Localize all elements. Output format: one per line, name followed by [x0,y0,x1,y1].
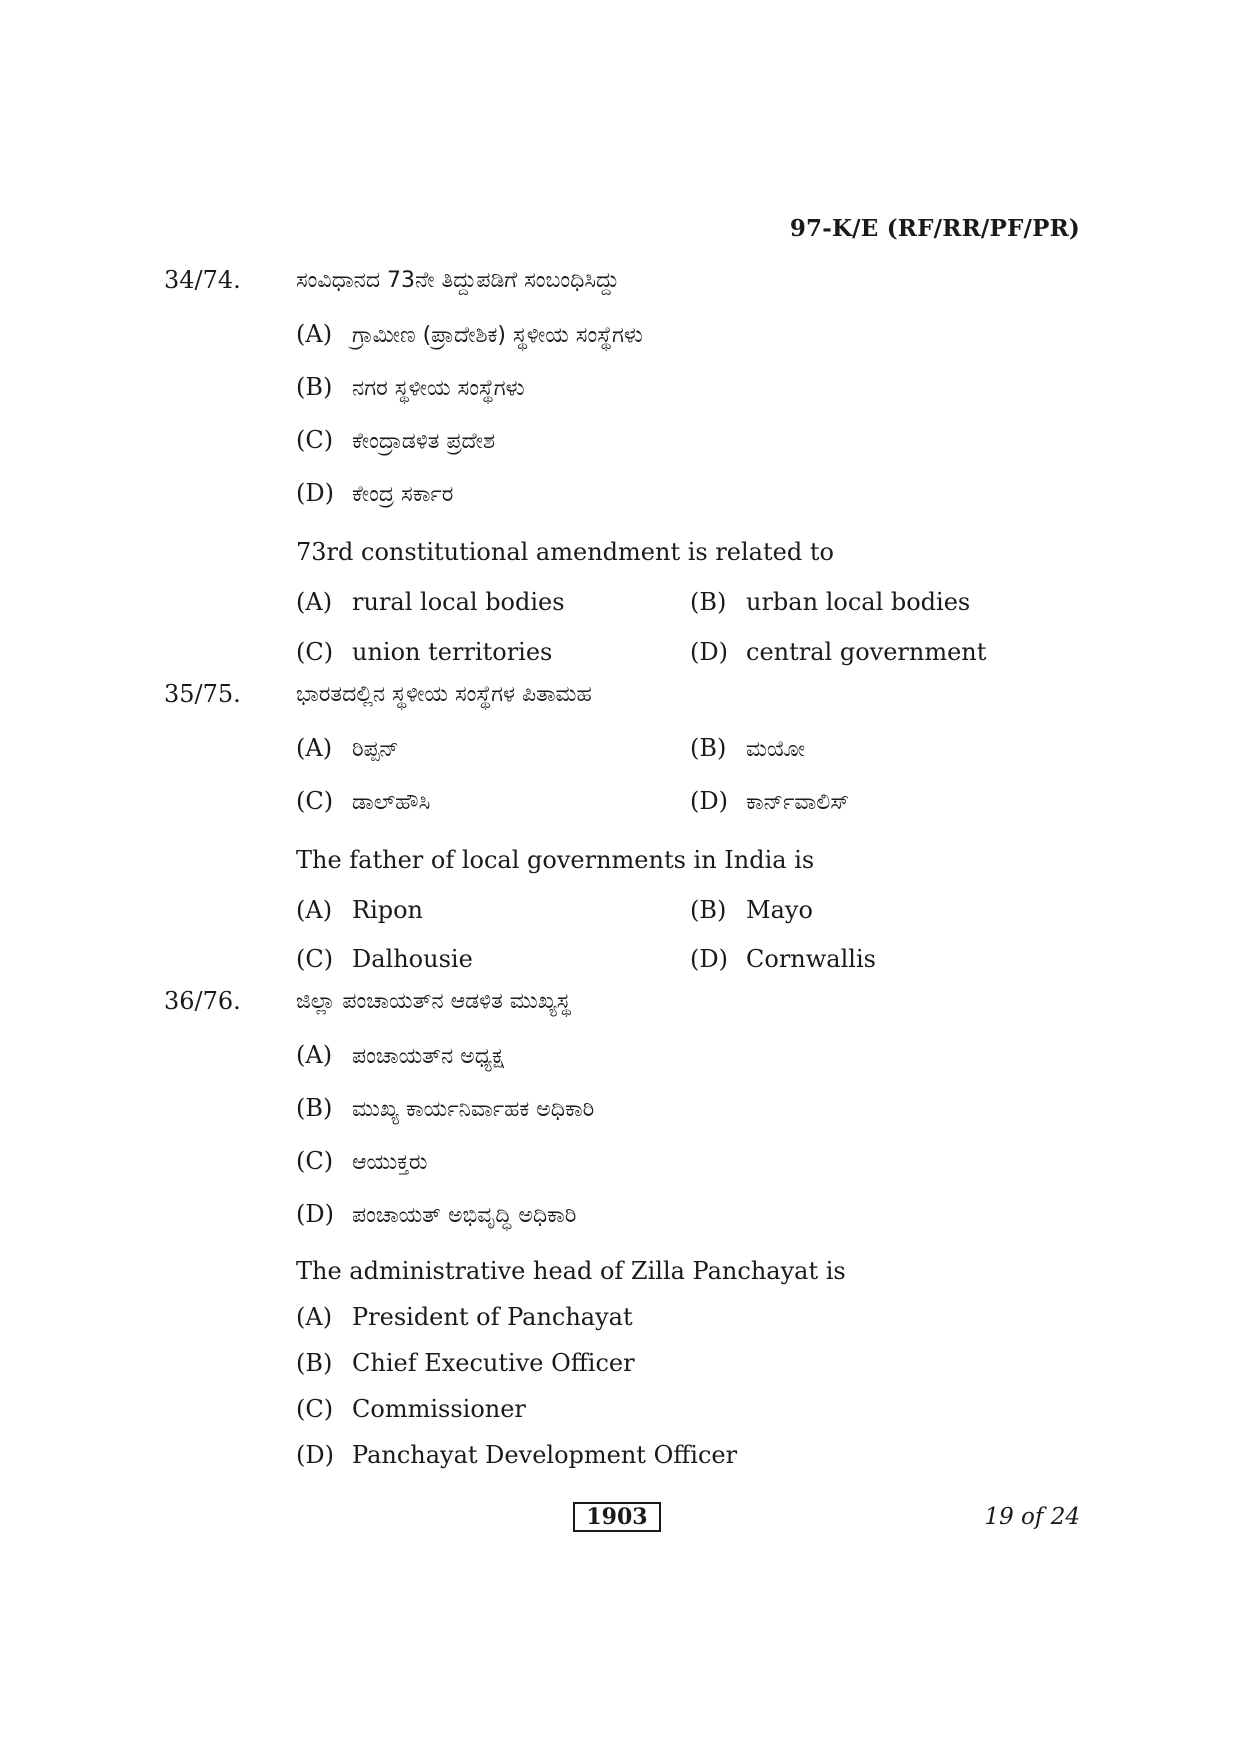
option-text: ಗ್ರಾಮೀಣ (ಪ್ರಾದೇಶಿಕ) ಸ್ಥಳೀಯ ಸಂಸ್ಥೆಗಳು [352,323,643,348]
option-label: (A) [296,588,333,616]
option-text: ಕೇಂದ್ರಾಡಳಿತ ಪ್ರದೇಶ [352,429,496,454]
question-number: 36/76. [164,987,241,1015]
option-kannada [296,1200,576,1228]
option-label: (D) [690,945,728,973]
option-text: President of Panchayat [352,1303,633,1331]
option-text: union territories [352,638,553,666]
option-label: (C) [296,1395,334,1423]
question-text-english: 73rd constitutional amendment is related to [296,538,834,566]
question-number: 35/75. [164,680,241,708]
option-label: (C) [296,945,334,973]
option-text: ಆಯುಕ್ತರು [352,1150,428,1175]
option-label: (B) [690,588,727,616]
option-label: (A) [296,734,333,762]
option-label: (B) [690,896,727,924]
option-text: Commissioner [352,1395,526,1423]
option-english [296,945,473,973]
option-text: Cornwallis [746,945,876,973]
option-text: Dalhousie [352,945,473,973]
option-kannada [296,320,643,348]
booklet-code: 1903 [573,1502,661,1532]
option-text: ಮುಖ್ಯ ಕಾರ್ಯನಿರ್ವಾಹಕ ಅಧಿಕಾರಿ [352,1097,595,1122]
question-number: 34/74. [164,266,241,294]
option-text: ಪಂಚಾಯತ್ ಅಭಿವೃದ್ಧಿ ಅಧಿಕಾರಿ [352,1203,577,1228]
option-label: (B) [296,373,333,401]
option-english [690,638,986,666]
option-label: (D) [296,1200,334,1228]
option-label: (B) [296,1094,333,1122]
option-english [296,638,552,666]
option-kannada [296,787,430,815]
option-text: ಕೇಂದ್ರ ಸರ್ಕಾರ [352,482,454,507]
option-english [690,588,970,616]
option-label: (A) [296,896,333,924]
option-kannada [296,734,399,762]
option-label: (D) [690,787,728,815]
option-text: urban local bodies [746,588,971,616]
option-english [296,588,565,616]
option-label: (A) [296,320,333,348]
option-label: (D) [296,479,334,507]
page-number: 19 of 24 [984,1504,1080,1530]
option-english [690,945,876,973]
option-label: (D) [690,638,728,666]
option-text: Panchayat Development Officer [352,1441,738,1469]
option-english [690,896,813,924]
paper-code: 97-K/E (RF/RR/PF/PR) [789,215,1080,242]
option-label: (C) [296,638,334,666]
option-english [296,1303,633,1331]
option-kannada [690,787,849,815]
option-text: Chief Executive Officer [352,1349,635,1377]
option-text: ರಿಪ್ಪನ್ [352,737,399,762]
question-text-english: The father of local governments in India is [296,846,815,874]
option-text: ಮಯೋ [746,737,805,762]
option-label: (B) [690,734,727,762]
option-kannada [296,1147,427,1175]
option-text: central government [746,638,987,666]
option-label: (A) [296,1041,333,1069]
option-text: rural local bodies [352,588,565,616]
option-kannada [296,479,453,507]
option-text: ನಗರ ಸ್ಥಳೀಯ ಸಂಸ್ಥೆಗಳು [352,376,525,401]
option-label: (C) [296,1147,334,1175]
option-kannada [296,373,525,401]
option-kannada [296,426,495,454]
option-text: ಡಾಲ್‌ಹೌಸಿ [352,790,431,815]
option-text: ಪಂಚಾಯತ್‌ನ ಅಧ್ಯಕ್ಷ [352,1044,504,1069]
option-text: Mayo [746,896,813,924]
question-text-kannada: ಸಂವಿಧಾನದ 73ನೇ ತಿದ್ದುಪಡಿಗೆ ಸಂಬಂಧಿಸಿದ್ದು [296,268,620,293]
question-text-kannada: ಜಿಲ್ಲಾ ಪಂಚಾಯತ್‌ನ ಆಡಳಿತ ಮುಖ್ಯಸ್ಥ [296,989,571,1014]
option-kannada [296,1041,504,1069]
option-label: (D) [296,1441,334,1469]
option-label: (C) [296,426,334,454]
option-kannada [296,1094,594,1122]
option-text: ಕಾರ್ನ್‌ವಾಲಿಸ್ [746,790,850,815]
option-english [296,896,423,924]
question-text-english: The administrative head of Zilla Panchayat is [296,1257,846,1285]
option-english [296,1395,526,1423]
option-label: (B) [296,1349,333,1377]
option-english [296,1349,635,1377]
option-label: (A) [296,1303,333,1331]
option-text: Ripon [352,896,424,924]
option-label: (C) [296,787,334,815]
option-english [296,1441,737,1469]
question-text-kannada: ಭಾರತದಲ್ಲಿನ ಸ್ಥಳೀಯ ಸಂಸ್ಥೆಗಳ ಪಿತಾಮಹ [296,682,592,707]
option-kannada [690,734,805,762]
